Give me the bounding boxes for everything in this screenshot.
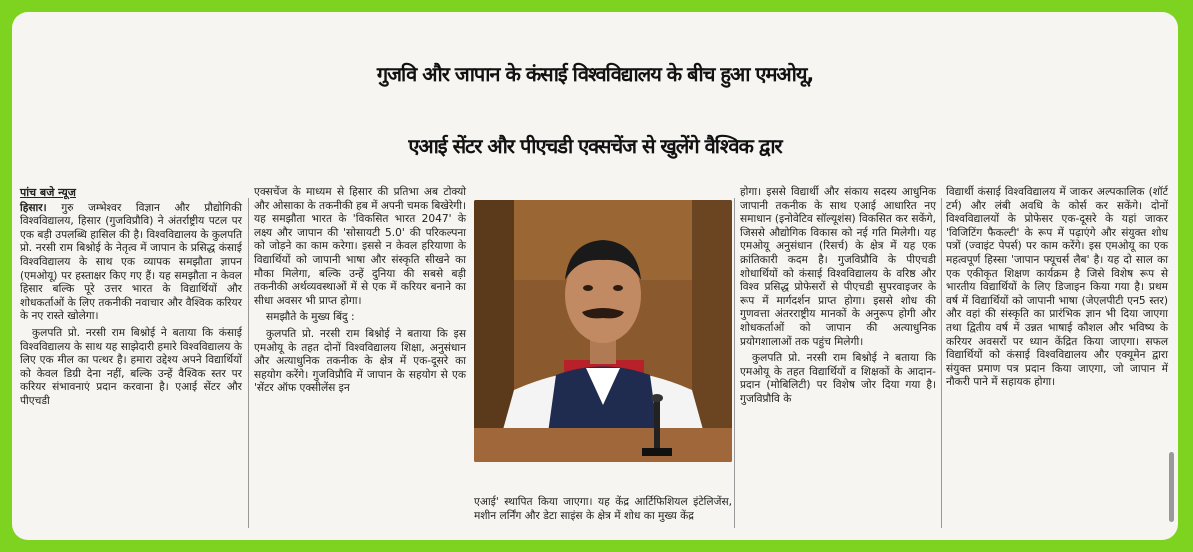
- column-3-paragraph-2: कुलपति प्रो. नरसी राम बिश्नोई ने बताया कि एमओयू के तहत विद्यार्थियों व शिक्षकों के आदान-प्रदान (मोबिलिटी) पर विशेष जोर दिया गया है। गुजविप्रौवि के: [740, 352, 936, 405]
- headline-line-2: एआई सेंटर और पीएचडी एक्सचेंज से खुलेंगे वैश्विक द्वार: [408, 134, 782, 158]
- scrollbar-thumb[interactable]: [1169, 452, 1174, 522]
- column-3-paragraph-1: होगा। इससे विद्यार्थी और संकाय सदस्य आधुनिक जापानी तकनीक के साथ एआई आधारित नए समाधान (इनोवेटिव सॉल्यूशंस) विकसित कर सकेंगे, जिससे औद्योगिक विकास को नई गति मिलेगी। यह एमओयू अनुसंधान (रिसर्च) के क्षेत्र में यह एक क्रांतिकारी कदम है। गुजविप्रौवि के पीएचडी शोधार्थियों को कंसाई विश्वविद्यालय के वरिष्ठ और विश्व प्रसिद्ध प्रोफेसरों से पीएचडी सुपरवाइजर के रूप में मार्गदर्शन प्राप्त होगा। इससे शोध की गुणवत्ता अंतरराष्ट्रीय मानकों के अनुरूप होगी और शोधकर्ताओं को जापान की अत्याधुनिक प्रयोगशालाओं तक पहुंच मिलेगी।: [740, 186, 936, 348]
- byline: पांच बजे न्यूज: [20, 186, 76, 199]
- portrait-image: [474, 200, 732, 462]
- vice-chancellor-photo: [474, 200, 732, 462]
- headline-line-1: गुजवि और जापान के कंसाई विश्वविद्यालय के बीच हुआ एमओयू,: [376, 62, 814, 86]
- news-clipping: [12, 12, 1178, 540]
- below-photo-paragraph: एआई' स्थापित किया जाएगा। यह केंद्र आर्टिफिशियल इंटेलिजेंस, मशीन लर्निंग और डेटा साइंस के क्षेत्र में शोध का मुख्य केंद्र: [474, 496, 732, 522]
- article-column-2: [254, 186, 466, 399]
- column-2-paragraph-2: कुलपति प्रो. नरसी राम बिश्नोई ने बताया कि इस एमओयू के तहत दोनों विश्वविद्यालय शिक्षा, अनुसंधान और अत्याधुनिक तकनीक के क्षेत्र में एक-दूसरे का सहयोग करेंगे। गुजविप्रौवि में जापान के सहयोग से एक 'सेंटर ऑफ एक्सीलेंस इन: [254, 327, 466, 395]
- column-divider: [941, 198, 942, 528]
- column-divider: [248, 198, 249, 528]
- dateline: हिसार।: [20, 201, 47, 214]
- article-column-3: [740, 186, 936, 410]
- column-2-paragraph-1: एक्सचेंज के माध्यम से हिसार की प्रतिभा अब टोक्यो और ओसाका के तकनीकी हब में अपनी चमक बिखेरेगी। यह समझौता भारत के 'विकसित भारत 2047' के लक्ष्य और जापान की 'सोसायटी 5.0' की परिकल्पना को जोड़ने का काम करेगा। इससे न केवल हरियाणा के विद्यार्थियों को जापानी भाषा और संस्कृति सीखने का मौका मिलेगा, बल्कि उन्हें दुनिया की सबसे बड़ी तकनीकी अर्थव्यवस्थाओं में से एक में करियर बनाने का सीधा अवसर भी प्राप्त होगा।: [254, 186, 467, 307]
- article-column-1: [20, 186, 242, 412]
- column-1-paragraph-1: गुरु जम्भेश्वर विज्ञान और प्रौद्योगिकी विश्वविद्यालय, हिसार (गुजविप्रौवि) ने अंतर्राष्ट्रीय पटल पर एक बड़ी उपलब्धि हासिल की है। विश्वविद्यालय के कुलपति प्रो. नरसी राम बिश्नोई के नेतृत्व में जापान के प्रसिद्ध कंसाई विश्वविद्यालय के साथ एक व्यापक समझौता ज्ञापन (एमओयू) पर हस्ताक्षर किए गए हैं। यह समझौता न केवल हिसार बल्कि पूरे उत्तर भारत के विद्यार्थियों और शोधकर्ताओं के लिए तकनीकी नवाचार और वैश्विक करियर के नए रास्ते खोलेगा।: [20, 201, 242, 323]
- column-4-paragraph-1: विद्यार्थी कंसाई विश्वविद्यालय में जाकर अल्पकालिक (शॉर्ट टर्म) और लंबी अवधि के कोर्स कर सकेंगे। दोनों विश्वविद्यालयों के प्रोफेसर एक-दूसरे के यहां जाकर 'विजिटिंग फैकल्टी' के रूप में पढ़ाएंगे और संयुक्त शोध पत्रों (ज्वाइंट पेपर्स) पर काम करेंगे। इस एमओयू का एक महत्वपूर्ण हिस्सा 'जापान फ्यूचर्स लैब' है। यह दो साल का एक एकीकृत शिक्षण कार्यक्रम है जिसे विशेष रूप से भारतीय विद्यार्थियों के लिए डिजाइन किया गया है। प्रथम वर्ष में विद्यार्थियों को जापानी भाषा (जेएलपीटी एन5 स्तर) और वहां की संस्कृति का प्रारंभिक ज्ञान भी दिया जाएगा तथा द्वितीय वर्ष में उन्नत भाषाई कौशल और भविष्य के करियर अवसरों पर ध्यान केंद्रित किया जाएगा। सफल विद्यार्थियों को कंसाई विश्वविद्यालय और एक्यूमेन द्वारा संयुक्त प्रमाण पत्र प्रदान किया जाएगा, जो जापान में नौकरी पाने में सहायक होगा।: [946, 186, 1168, 389]
- text-below-photo: [474, 496, 732, 526]
- article-column-4: [946, 186, 1168, 393]
- column-divider: [734, 198, 735, 528]
- column-1-paragraph-2: कुलपति प्रो. नरसी राम बिश्नोई ने बताया कि कंसाई विश्वविद्यालय के साथ यह साझेदारी हमारे विश्वविद्यालय के लिए एक मील का पत्थर है। हमारा उद्देश्य अपने विद्यार्थियों को केवल डिग्री देना नहीं, बल्कि उन्हें वैश्विक स्तर पर करियर संभावनाएं प्रदान करवाना है। एआई सेंटर और पीएचडी: [20, 326, 242, 407]
- column-2-subheading: समझौते के मुख्य बिंदु :: [266, 311, 355, 324]
